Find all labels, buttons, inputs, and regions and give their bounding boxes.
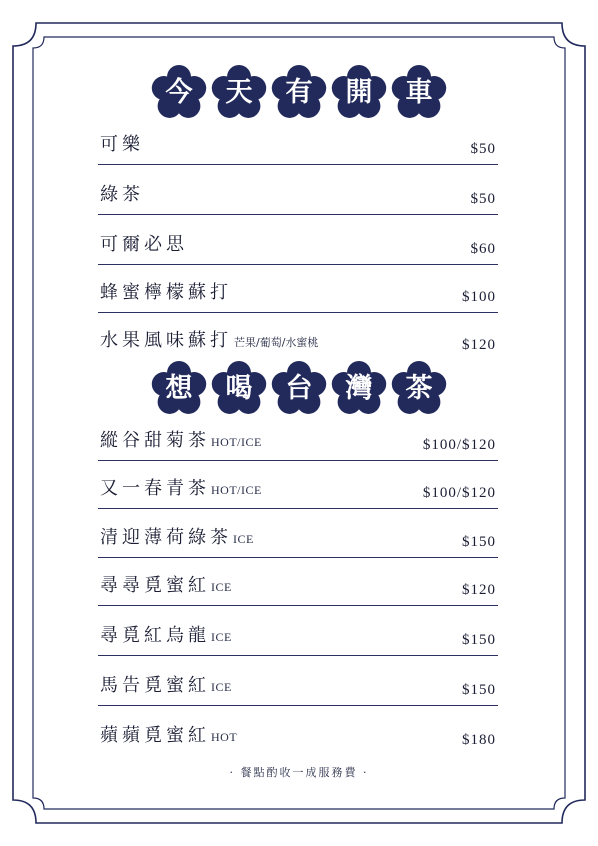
title-char: 台 <box>285 373 313 404</box>
item-name-text: 馬告覓蜜紅 <box>100 675 210 696</box>
title-char: 有 <box>285 77 313 108</box>
item-name-text: 水果風味蘇打 <box>100 330 232 351</box>
temp-tag: ICE <box>233 532 254 546</box>
title-blossom <box>150 360 208 418</box>
item-name-text: 尋尋覓蜜紅 <box>100 575 210 596</box>
item-name <box>100 326 318 352</box>
item-price: $60 <box>470 241 496 257</box>
menu-item <box>98 565 498 606</box>
item-name <box>100 523 254 549</box>
menu-item <box>98 665 498 706</box>
item-price: $150 <box>462 632 496 648</box>
item-name-text: 縱谷甜菊茶 <box>100 430 210 451</box>
title-char: 車 <box>405 77 433 108</box>
item-price: $150 <box>462 534 496 550</box>
title-blossom <box>150 64 208 122</box>
item-name: 蜂蜜檸檬蘇打 <box>100 282 232 303</box>
title-char: 茶 <box>405 373 433 404</box>
title-blossom <box>270 360 328 418</box>
title-blossom <box>270 64 328 122</box>
menu-item <box>98 224 498 265</box>
item-name-text: 蘋蘋覓蜜紅 <box>100 725 210 746</box>
title-blossom <box>390 64 448 122</box>
menu-item <box>98 420 498 461</box>
item-price: $100/$120 <box>422 485 496 501</box>
item-name: 綠茶 <box>100 184 144 205</box>
item-price: $120 <box>462 582 496 598</box>
title-char: 天 <box>225 77 253 108</box>
item-name <box>100 474 262 500</box>
item-name: 可爾必思 <box>100 234 188 255</box>
title-blossom <box>330 360 388 418</box>
item-name <box>100 671 232 697</box>
item-price: $50 <box>470 191 496 207</box>
temp-tag: ICE <box>211 680 232 694</box>
item-price: $100/$120 <box>422 437 496 453</box>
title-char: 灣 <box>345 373 373 404</box>
temp-tag: HOT/ICE <box>211 483 262 497</box>
title-char: 喝 <box>225 373 253 404</box>
temp-tag: HOT <box>211 730 238 744</box>
section1-title <box>0 64 598 122</box>
title-char: 想 <box>165 373 193 404</box>
menu-item <box>98 517 498 558</box>
title-blossom <box>390 360 448 418</box>
section2-title <box>0 360 598 418</box>
item-name-text: 又一春青茶 <box>100 478 210 499</box>
item-name-text: 清迎薄荷綠茶 <box>100 527 232 548</box>
menu-item <box>98 320 498 360</box>
menu-item <box>98 124 498 165</box>
item-name <box>100 721 237 747</box>
menu-item <box>98 615 498 656</box>
menu-item <box>98 715 498 755</box>
title-blossom <box>210 360 268 418</box>
item-name <box>100 571 232 597</box>
temp-tag: HOT/ICE <box>211 435 262 449</box>
temp-tag: ICE <box>211 630 232 644</box>
menu-item <box>98 468 498 509</box>
temp-tag: ICE <box>211 580 232 594</box>
item-name: 可樂 <box>100 134 144 155</box>
item-name <box>100 621 232 647</box>
item-price: $150 <box>462 682 496 698</box>
title-blossom <box>330 64 388 122</box>
title-char: 開 <box>345 77 373 108</box>
title-char: 今 <box>165 77 193 108</box>
item-flavors: 芒果/葡萄/水蜜桃 <box>234 336 319 349</box>
item-name-text: 尋覓紅烏龍 <box>100 625 210 646</box>
menu-item <box>98 174 498 215</box>
item-price: $120 <box>462 337 496 353</box>
menu-item <box>98 272 498 313</box>
item-name <box>100 426 262 452</box>
service-charge-note: · 餐點酌收一成服務費 · <box>229 766 369 779</box>
item-price: $100 <box>462 289 496 305</box>
item-price: $180 <box>462 732 496 748</box>
item-price: $50 <box>470 141 496 157</box>
title-blossom <box>210 64 268 122</box>
